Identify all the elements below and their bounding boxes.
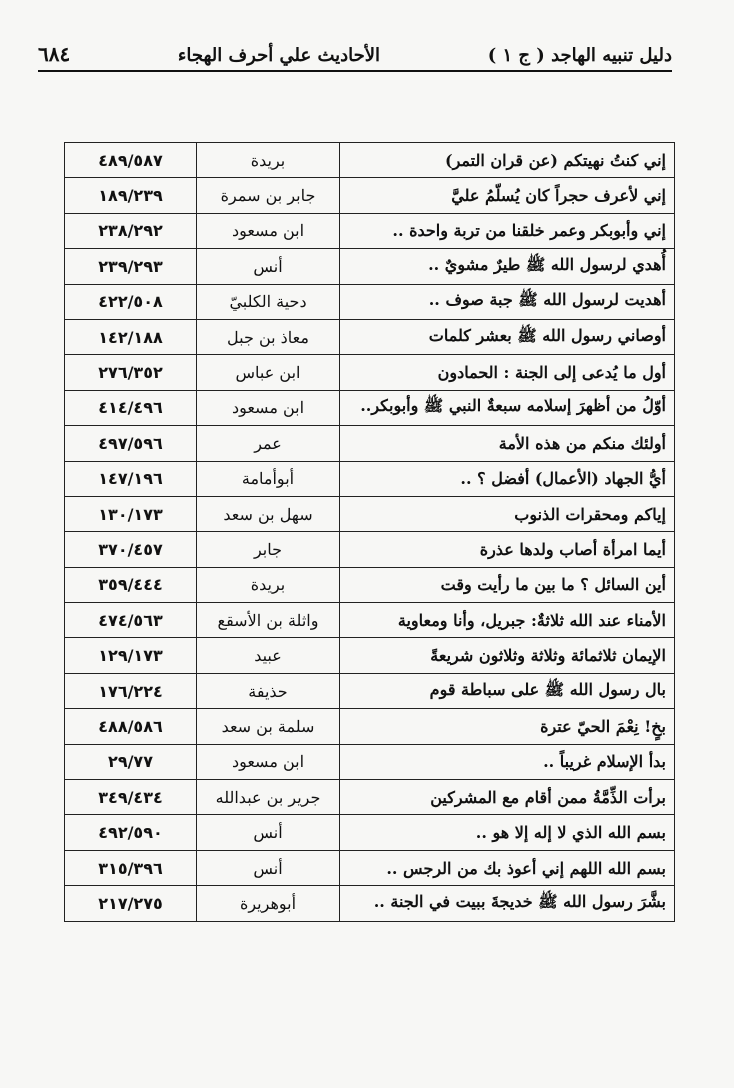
narrator-cell: ابن مسعود [197,213,340,248]
reference-cell: ٤٩٢/٥٩٠ [65,815,197,850]
table-row [65,143,675,178]
narrator-cell: عبيد [197,638,340,673]
section-title: الأحاديث علي أحرف الهجاء [177,45,381,66]
narrator-cell: أبوأمامة [197,461,340,496]
narrator-cell: ابن عباس [197,355,340,390]
reference-cell: ٤١٤/٤٩٦ [65,390,197,425]
table-row [65,319,675,354]
reference-cell: ٣٧٠/٤٥٧ [65,532,197,567]
hadith-text: إني لأعرف حجراً كان يُسلّمُ عليَّ [340,178,675,213]
hadith-text: الإيمان ثلاثمائة وثلاثة وثلاثون شريعةً [340,638,675,673]
reference-cell: ٣١٥/٣٩٦ [65,850,197,885]
hadith-text: بسم الله اللهم إني أعوذ بك من الرجس .. [340,850,675,885]
reference-cell: ١٧٦/٢٢٤ [65,673,197,708]
reference-cell: ١٤٧/١٩٦ [65,461,197,496]
narrator-cell: سلمة بن سعد [197,709,340,744]
reference-cell: ٤٨٩/٥٨٧ [65,143,197,178]
hadith-text: أيما امرأة أصاب ولدها عذرة [340,532,675,567]
page-number: ٦٨٤ [38,42,71,66]
table-row [65,709,675,744]
table-row [65,780,675,815]
narrator-cell: جابر بن سمرة [197,178,340,213]
narrator-cell: أنس [197,815,340,850]
narrator-cell: ابن مسعود [197,390,340,425]
reference-cell: ٣٥٩/٤٤٤ [65,567,197,602]
hadith-text: أيُّ الجهاد (الأعمال) أفضل ؟ .. [340,461,675,496]
hadith-text: إني كنتُ نهيتكم (عن قران التمر) [340,143,675,178]
hadith-text: بخٍ! نِعْمَ الحيّ عترة [340,709,675,744]
hadith-text: أهديت لرسول الله ﷺ جبة صوف .. [340,284,675,319]
table-row [65,390,675,425]
narrator-cell: واثلة بن الأسقع [197,603,340,638]
narrator-cell: سهل بن سعد [197,496,340,531]
reference-cell: ١٨٩/٢٣٩ [65,178,197,213]
table-row [65,355,675,390]
reference-cell: ٣٤٩/٤٣٤ [65,780,197,815]
table-row [65,249,675,284]
narrator-cell: جابر [197,532,340,567]
hadith-text: أين السائل ؟ ما بين ما رأيت وقت [340,567,675,602]
narrator-cell: معاذ بن جبل [197,319,340,354]
reference-cell: ١٢٩/١٧٣ [65,638,197,673]
reference-cell: ٤٢٢/٥٠٨ [65,284,197,319]
narrator-cell: دحية الكلبيّ [197,284,340,319]
narrator-cell: أنس [197,850,340,885]
hadith-text: بال رسول الله ﷺ على سباطة قوم [340,673,675,708]
reference-cell: ٢٣٨/٢٩٢ [65,213,197,248]
reference-cell: ٢٣٩/٢٩٣ [65,249,197,284]
table-row [65,673,675,708]
hadith-text: أول ما يُدعى إلى الجنة : الحمادون [340,355,675,390]
reference-cell: ٤٨٨/٥٨٦ [65,709,197,744]
book-title: دليل تنبيه الهاجد ( ج ١ ) [487,45,672,66]
hadith-text: برأت الذِّمَّةُ ممن أقام مع المشركين [340,780,675,815]
hadith-index-table [64,142,675,922]
hadith-text: بسم الله الذي لا إله إلا هو .. [340,815,675,850]
table-row [65,213,675,248]
table-row [65,744,675,779]
narrator-cell: بريدة [197,143,340,178]
table-row [65,638,675,673]
hadith-text: بدأ الإسلام غريباً .. [340,744,675,779]
reference-cell: ١٣٠/١٧٣ [65,496,197,531]
reference-cell: ٤٩٧/٥٩٦ [65,426,197,461]
table-row [65,815,675,850]
hadith-text: إياكم ومحقرات الذنوب [340,496,675,531]
reference-cell: ٤٧٤/٥٦٣ [65,603,197,638]
table-row [65,850,675,885]
hadith-text: أوّلُ من أظهرَ إسلامه سبعةٌ النبي ﷺ وأبوبكر.. [340,390,675,425]
narrator-cell: حذيفة [197,673,340,708]
page-header [38,38,672,72]
hadith-text: إني وأبوبكر وعمر خلقنا من تربة واحدة .. [340,213,675,248]
hadith-text: أولئك منكم من هذه الأمة [340,426,675,461]
narrator-cell: أنس [197,249,340,284]
hadith-text: أوصاني رسول الله ﷺ بعشر كلمات [340,319,675,354]
narrator-cell: بريدة [197,567,340,602]
table-row [65,284,675,319]
table-row [65,567,675,602]
table-row [65,603,675,638]
hadith-text: الأمناء عند الله ثلاثةٌ: جبريل، وأنا ومعاوية [340,603,675,638]
reference-cell: ٢٧٦/٣٥٢ [65,355,197,390]
narrator-cell: عمر [197,426,340,461]
hadith-text: أُهدي لرسول الله ﷺ طيرٌ مشويٌ .. [340,249,675,284]
reference-cell: ٢٩/٧٧ [65,744,197,779]
narrator-cell: جرير بن عبدالله [197,780,340,815]
table-row [65,461,675,496]
narrator-cell: أبوهريرة [197,886,340,921]
table-row [65,532,675,567]
narrator-cell: ابن مسعود [197,744,340,779]
table-row [65,426,675,461]
table-row [65,886,675,921]
hadith-text: بشَّرَ رسول الله ﷺ خديجةَ ببيت في الجنة .. [340,886,675,921]
reference-cell: ١٤٢/١٨٨ [65,319,197,354]
table-row [65,496,675,531]
reference-cell: ٢١٧/٢٧٥ [65,886,197,921]
table-row [65,178,675,213]
